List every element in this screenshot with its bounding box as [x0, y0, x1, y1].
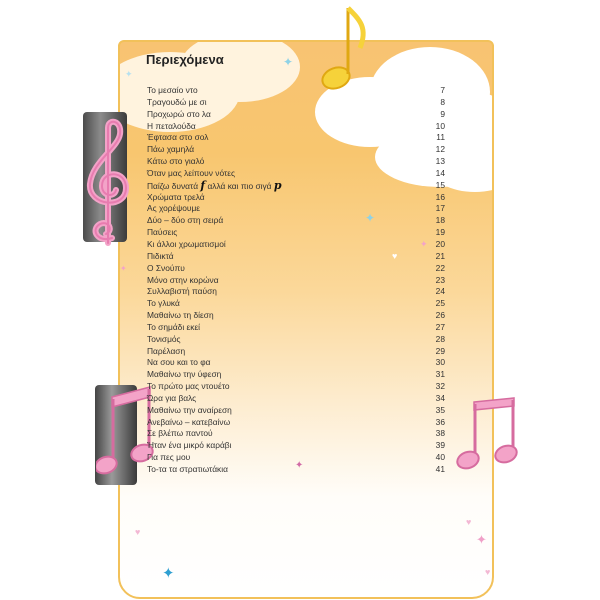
toc-label: Χρώματα τρελά — [147, 191, 205, 202]
toc-label: Ήταν ένα μικρό καράβι — [147, 440, 232, 451]
heart-icon: ♥ — [485, 567, 491, 577]
toc-page: 9 — [440, 108, 445, 119]
toc-row[interactable] — [147, 405, 457, 417]
toc-page: 26 — [435, 310, 445, 321]
toc-row[interactable] — [147, 239, 457, 251]
toc-label: Το γλυκά — [147, 298, 180, 309]
toc-label: Μόνο στην κορώνα — [147, 274, 219, 285]
toc-label: Παρέλαση — [147, 345, 186, 356]
toc-row[interactable] — [147, 132, 457, 144]
toc-label: Η πεταλούδα — [147, 120, 196, 131]
toc-label: Έφτασα στο σολ — [147, 132, 209, 143]
star-icon: ✦ — [476, 532, 487, 547]
heart-icon: ♥ — [466, 517, 472, 527]
toc-label: Το-τα τα στρατιωτάκια — [147, 464, 228, 474]
toc-page: 35 — [435, 404, 445, 415]
toc-label: Πιδικτά — [147, 250, 174, 261]
toc-page: 8 — [440, 96, 445, 107]
toc-page: 31 — [435, 369, 445, 380]
toc-row[interactable] — [147, 298, 457, 310]
toc-page: 10 — [435, 120, 445, 131]
toc-page: 7 — [440, 85, 445, 95]
toc-label: Ώρα για βαλς — [147, 392, 197, 403]
toc-label: Όταν μας λείπουν νότες — [147, 167, 236, 178]
toc-row[interactable] — [147, 168, 457, 180]
toc-row[interactable] — [147, 180, 457, 192]
toc-page: 22 — [435, 262, 445, 273]
toc-row[interactable] — [147, 310, 457, 322]
toc-page: 20 — [435, 238, 445, 249]
toc-label: Δύο – δύο στη σειρά — [147, 215, 224, 226]
toc-page: 41 — [435, 464, 445, 474]
toc-row[interactable] — [147, 417, 457, 429]
piano-symbol: p — [273, 178, 282, 192]
toc-label: Σε βλέπω παντού — [147, 428, 213, 439]
toc-page: 16 — [435, 191, 445, 202]
star-icon: ✦ — [295, 460, 304, 471]
star-icon: ✦ — [365, 211, 376, 225]
toc-label: Τονισμός — [147, 333, 181, 344]
toc-page: 29 — [435, 345, 445, 356]
toc-page: 17 — [435, 203, 445, 214]
toc-label: Ο Σνούπυ — [147, 262, 185, 273]
toc-row[interactable] — [147, 203, 457, 215]
toc-page: 18 — [435, 215, 445, 226]
toc-row[interactable] — [147, 227, 457, 239]
toc-row[interactable] — [147, 85, 457, 97]
toc-row[interactable] — [147, 357, 457, 369]
toc-row[interactable] — [147, 334, 457, 346]
toc-page: 28 — [435, 333, 445, 344]
toc-page: 19 — [435, 227, 445, 238]
toc-page: 27 — [435, 321, 445, 332]
toc-label: Για πες μου — [147, 452, 191, 463]
beamed-notes-icon — [456, 396, 522, 476]
toc-label: Παύσεις — [147, 227, 178, 238]
toc-page: 15 — [435, 179, 445, 190]
heart-icon: ♥ — [135, 527, 141, 537]
toc-page: 32 — [435, 381, 445, 392]
toc-label: Να σου και το φα — [147, 357, 211, 368]
toc-row[interactable] — [147, 109, 457, 121]
toc-page: 25 — [435, 298, 445, 309]
page-title: Περιεχόμενα — [146, 52, 224, 67]
toc-page: 36 — [435, 416, 445, 427]
toc-label: Μαθαίνω την ύφεση — [147, 369, 222, 380]
toc-label: Κάτω στο γιαλό — [147, 156, 205, 167]
toc-page: 39 — [435, 440, 445, 451]
toc-row[interactable] — [147, 369, 457, 381]
toc-label: Παίζω δυνατά — [147, 180, 199, 191]
toc-label: Το πρώτο μας ντουέτο — [147, 381, 230, 392]
toc-label: Πάω χαμηλά — [147, 144, 195, 155]
toc-page: 12 — [435, 144, 445, 155]
toc-row[interactable] — [147, 393, 457, 405]
toc-label-mid: αλλά και πιο σιγά — [207, 180, 272, 191]
toc-row[interactable] — [147, 215, 457, 227]
toc-row[interactable] — [147, 322, 457, 334]
toc-page: 14 — [435, 167, 445, 178]
treble-clef-icon — [78, 118, 138, 248]
toc-row[interactable] — [147, 156, 457, 168]
toc-row[interactable] — [147, 346, 457, 358]
star-icon: ✦ — [125, 69, 133, 79]
toc-page: 38 — [435, 428, 445, 439]
toc-row[interactable] — [147, 464, 457, 476]
toc-row[interactable] — [147, 452, 457, 464]
toc-page: 24 — [435, 286, 445, 297]
toc-row[interactable] — [147, 440, 457, 452]
toc-label: Προχωρώ στο λα — [147, 108, 211, 119]
toc-row[interactable] — [147, 381, 457, 393]
table-of-contents — [147, 85, 457, 476]
toc-page: 34 — [435, 392, 445, 403]
forte-symbol: f — [200, 178, 206, 192]
toc-page: 13 — [435, 156, 445, 167]
star-icon: ✦ — [162, 565, 175, 582]
toc-row[interactable] — [147, 275, 457, 287]
toc-label: Κι άλλοι χρωματισμοί — [147, 238, 226, 249]
toc-label: Μαθαίνω την αναίρεση — [147, 404, 232, 415]
toc-label: Τραγουδώ με σι — [147, 96, 207, 107]
toc-row[interactable] — [147, 192, 457, 204]
toc-label: Το μεσαίο ντο — [147, 85, 198, 95]
star-icon: ✦ — [120, 264, 127, 273]
toc-row[interactable] — [147, 428, 457, 440]
toc-row[interactable] — [147, 97, 457, 109]
heart-icon: ♥ — [392, 251, 398, 261]
toc-label: Ας χορέψουμε — [147, 203, 201, 214]
toc-label: Ανεβαίνω – κατεβαίνω — [147, 416, 231, 427]
toc-row[interactable] — [147, 251, 457, 263]
toc-label: Μαθαίνω τη δίεση — [147, 310, 214, 321]
toc-row[interactable] — [147, 121, 457, 133]
toc-label: Το σημάδι εκεί — [147, 321, 201, 332]
toc-row[interactable] — [147, 286, 457, 298]
toc-row[interactable] — [147, 263, 457, 275]
toc-page: 21 — [435, 250, 445, 261]
toc-row[interactable] — [147, 144, 457, 156]
toc-page: 23 — [435, 274, 445, 285]
toc-page: 11 — [436, 132, 445, 143]
star-icon: ✦ — [283, 55, 294, 69]
toc-page: 30 — [435, 357, 445, 368]
toc-page: 40 — [435, 452, 445, 463]
star-icon: ✦ — [420, 239, 428, 249]
toc-label: Συλλαβιστή παύση — [147, 286, 217, 297]
